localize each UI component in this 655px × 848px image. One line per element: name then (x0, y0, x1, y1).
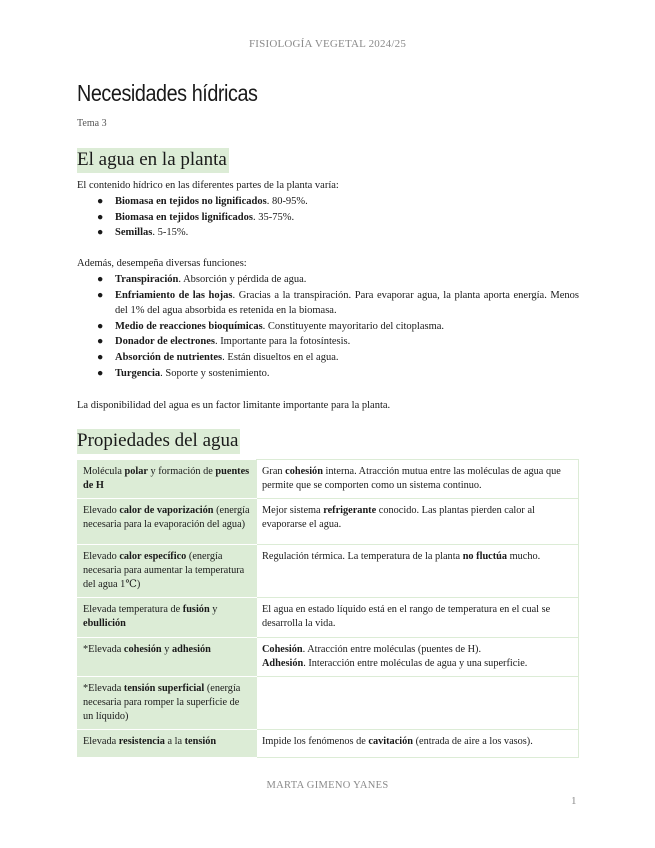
cell-text: (energía necesaria para romper la superficie de un líquido) (83, 683, 241, 722)
cell-text: Elevada (83, 736, 119, 747)
cell-text: Gran (262, 466, 286, 477)
table-row (78, 499, 579, 545)
list-item (77, 366, 579, 382)
cell-text: Elevado (83, 505, 120, 516)
list-item-text: . Soporte y sostenimiento. (160, 367, 270, 379)
effect-cell (257, 677, 579, 730)
property-cell (78, 638, 257, 677)
list-item (77, 272, 579, 288)
table-row (78, 545, 579, 598)
cell-bold-text: resistencia (118, 736, 165, 747)
list-item-term: Transpiración (115, 274, 179, 285)
cell-text: Elevado (83, 551, 120, 562)
cell-text: Regulación térmica. La temperatura de la planta (262, 551, 463, 562)
cell-text: interna. Atracción mutua entre las moléculas de agua que permite que se comporten como un sistema continuo. (262, 466, 561, 491)
cell-bold-text: puentes de H (83, 466, 250, 491)
bullet-icon: ● (97, 227, 104, 239)
list-item (77, 334, 579, 350)
page-number: 1 (571, 795, 577, 807)
cell-bold-text: no fluctúa (462, 551, 508, 562)
cell-text: a la (164, 736, 185, 747)
document-subtitle: Tema 3 (77, 118, 107, 129)
cell-text: Molécula (83, 466, 125, 477)
list-item-term: Medio de reacciones bioquímicas (115, 320, 263, 332)
cell-text: Elevada temperatura de (83, 604, 183, 615)
effect-cell (257, 638, 579, 677)
table-row (78, 598, 579, 638)
list-item (77, 288, 579, 319)
list-item-text: . Constituyente mayoritario del citoplasma. (262, 320, 445, 332)
bullet-icon: ● (97, 367, 104, 379)
list-item-text: . Gracias a la transpiración. Para evaporar agua, la planta aporta energía. Menos del 1% del agua absorbida es retenida en la biomasa. (115, 289, 579, 317)
cell-text: conocido. Las plantas pierden calor al evaporarse el agua. (262, 505, 535, 530)
bullet-icon: ● (97, 274, 104, 285)
cell-text: *Elevada (83, 683, 124, 694)
list-item (77, 194, 579, 210)
closing-paragraph: La disponibilidad del agua es un factor limitante importante para la planta. (77, 400, 391, 411)
property-cell (78, 545, 257, 598)
table-row (78, 460, 579, 499)
list-item-text: . 80-95%. (266, 196, 308, 207)
table-row (78, 677, 579, 730)
list-item (77, 319, 579, 335)
cell-bold-text: adhesión (171, 644, 211, 655)
cell-text: (energía necesaria para aumentar la temperatura del agua 1℃) (83, 551, 245, 590)
property-cell (78, 460, 257, 499)
section-heading-agua-planta: El agua en la planta (77, 148, 229, 173)
cell-bold-text: refrigerante (323, 505, 377, 516)
bullet-icon: ● (97, 336, 104, 348)
list-item-term: Biomasa en tejidos lignificados (115, 211, 253, 223)
cell-bold-text: tensión superficial (123, 683, 205, 694)
list-item-text: . 35-75%. (252, 211, 295, 223)
list-item-text: . 5-15%. (152, 227, 189, 239)
functions-intro: Además, desempeña diversas funciones: (77, 258, 247, 269)
bullet-icon: ● (97, 351, 104, 363)
document-title: Necesidades hídricas (77, 80, 258, 106)
list-item-term: Biomasa en tejidos no lignificados (115, 196, 267, 207)
list-item-term: Turgencia (115, 367, 161, 379)
list-item (77, 350, 579, 366)
list-item-text: . Están disueltos en el agua. (222, 351, 339, 363)
cell-bold-text: ebullición (83, 618, 126, 629)
properties-table (77, 459, 579, 758)
effect-cell (257, 598, 579, 638)
cell-text: (energía necesaria para la evaporación del agua) (83, 505, 250, 530)
cell-bold-text: cohesión (123, 644, 162, 655)
cell-text: El agua en estado líquido está en el rango de temperatura en el cual se desarrolla la vida. (262, 604, 551, 629)
effect-cell (257, 730, 579, 758)
water-content-list (77, 194, 579, 241)
intro-paragraph: El contenido hídrico en las diferentes partes de la planta varía: (77, 180, 339, 191)
property-cell (78, 499, 257, 545)
bullet-icon: ● (97, 289, 104, 301)
list-item (77, 210, 579, 226)
section-heading-propiedades: Propiedades del agua (77, 429, 240, 454)
cell-text: . Atracción entre moléculas (puentes de H). (302, 644, 482, 655)
bullet-icon: ● (97, 211, 104, 223)
property-cell (78, 677, 257, 730)
cell-bold-text: Cohesión (262, 644, 303, 655)
cell-bold-text: fusión (182, 604, 210, 615)
cell-text: y formación de (147, 466, 216, 477)
cell-text: Impide los fenómenos de (262, 736, 369, 747)
list-item-term: Donador de electrones (115, 336, 215, 348)
cell-bold-text: cavitación (368, 736, 414, 747)
table-row (78, 730, 579, 758)
cell-bold-text: cohesión (285, 466, 323, 477)
bullet-icon: ● (97, 320, 104, 332)
list-item-text: . Absorción y pérdida de agua. (178, 274, 307, 285)
cell-bold-text: tensión (184, 736, 217, 747)
property-cell (78, 598, 257, 638)
list-item-term: Semillas (115, 227, 153, 239)
page-header: FISIOLOGÍA VEGETAL 2024/25 (248, 38, 407, 50)
cell-bold-text: calor de vaporización (119, 505, 214, 516)
cell-text: y (161, 644, 172, 655)
effect-cell (257, 499, 579, 545)
cell-text: y (209, 604, 218, 615)
effect-cell (257, 545, 579, 598)
cell-text: *Elevada (83, 644, 124, 655)
property-cell (78, 730, 257, 758)
bullet-icon: ● (97, 196, 104, 207)
list-item (77, 225, 579, 241)
functions-list (77, 272, 579, 381)
cell-text: . Interacción entre moléculas de agua y una superficie. (303, 658, 528, 669)
cell-bold-text: calor específico (119, 551, 187, 562)
table-row (78, 638, 579, 677)
list-item-term: Enfriamiento de las hojas (115, 289, 233, 301)
cell-text: mucho. (507, 551, 541, 562)
cell-bold-text: Adhesión (262, 658, 304, 669)
cell-text: (entrada de aire a los vasos). (413, 736, 533, 747)
cell-bold-text: polar (124, 466, 148, 477)
list-item-text: . Importante para la fotosíntesis. (214, 336, 351, 348)
effect-cell (257, 460, 579, 499)
list-item-term: Absorción de nutrientes (115, 351, 223, 363)
cell-text: Mejor sistema (262, 505, 324, 516)
page-footer: MARTA GIMENO YANES (266, 780, 389, 791)
